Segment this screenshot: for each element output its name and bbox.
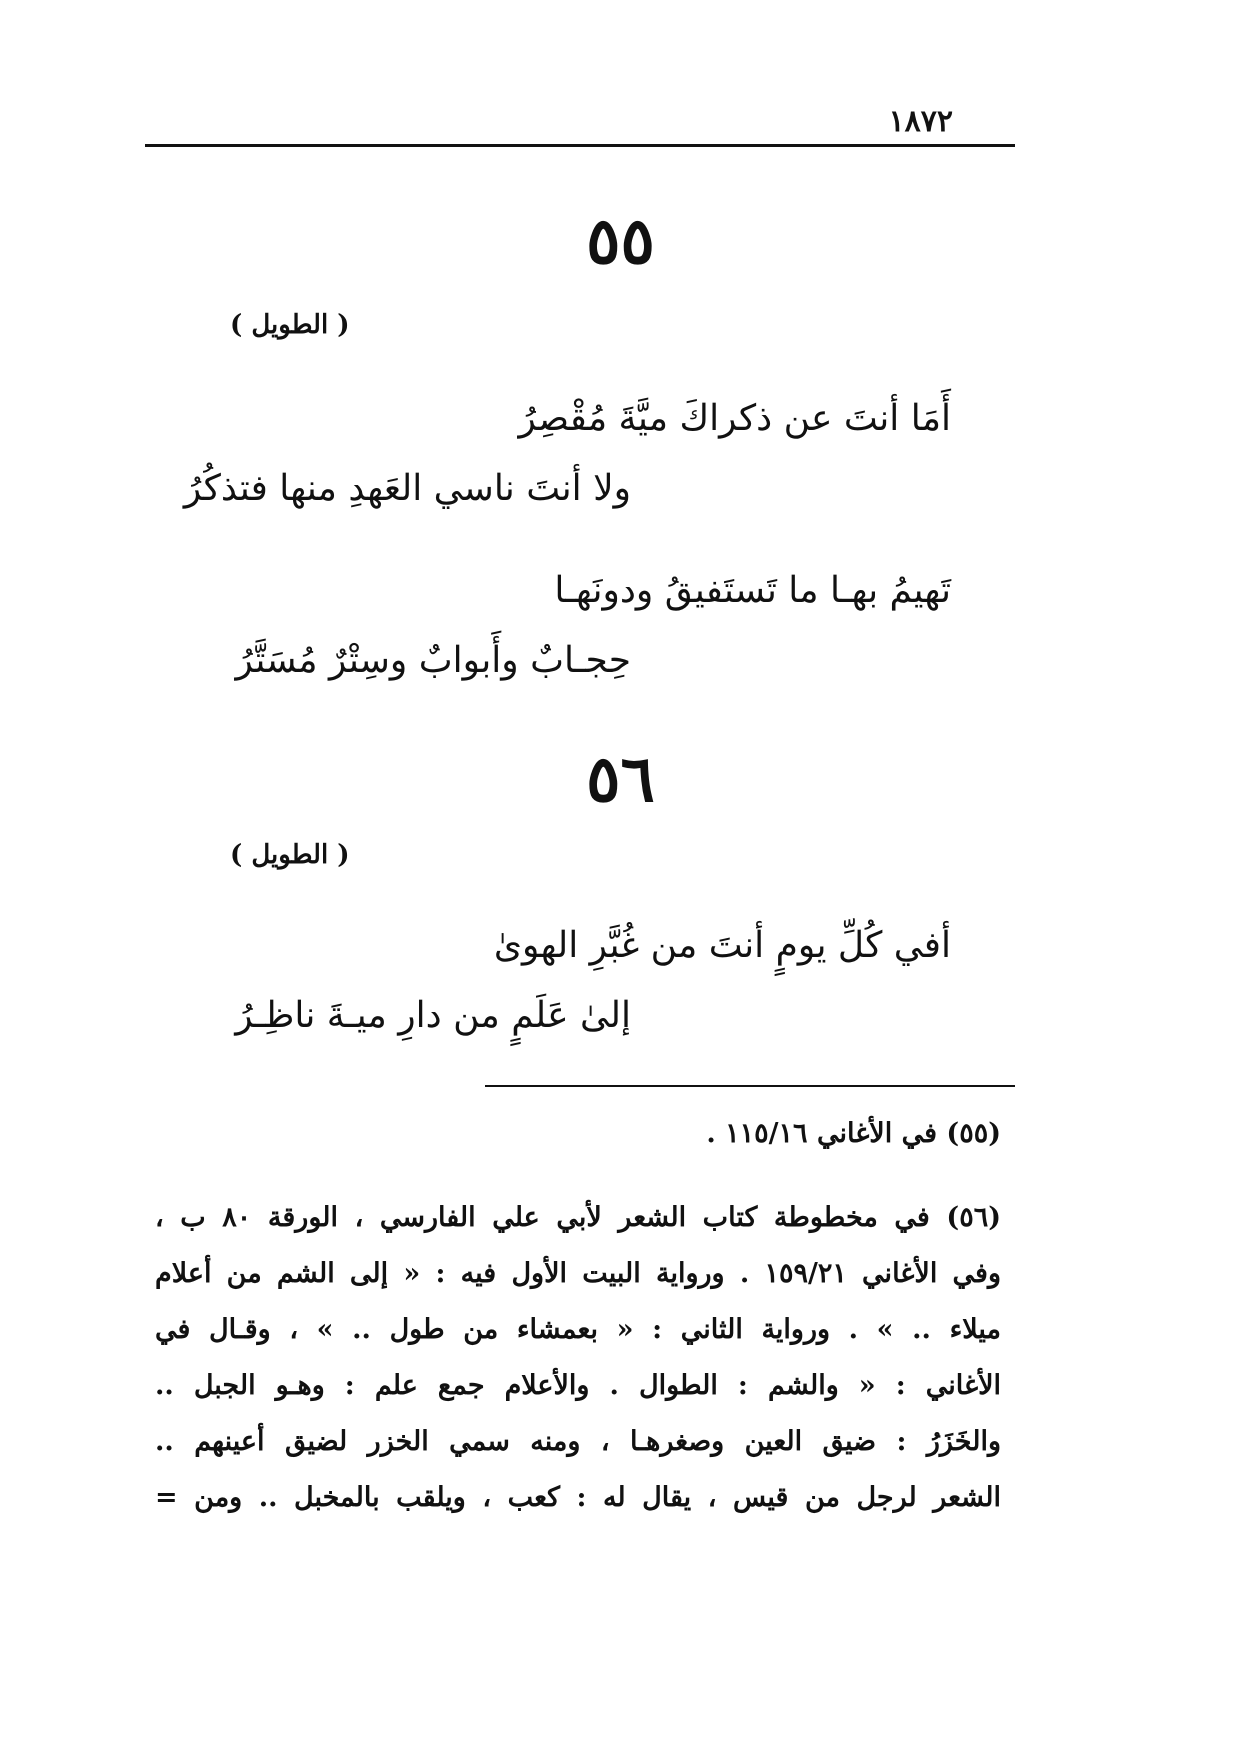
page-number: ١٨٧٢ [888, 104, 953, 139]
poem-55-verse-1: أَمَا أنتَ عن ذكراكَ ميَّةَ مُقْصِرُ [518, 398, 951, 439]
poem-55-verse-3: تَهيمُ بهـا ما تَستَفيقُ ودونَهـا [554, 570, 951, 611]
footnote-56-line-4: الأغاني : « والشم : الطوال . والأعلام جمع علم : وهـو الجبل .. [155, 1370, 1001, 1401]
poem-number-56: ٥٦ [586, 742, 655, 817]
poem-meter-55: ( الطويل ) [230, 310, 350, 340]
footnote-56-line-3: ميلاء .. » . ورواية الثاني : « بعمشاء من طول .. » ، وقـال في [155, 1314, 1001, 1345]
footnote-56 [155, 1190, 1001, 1526]
poem-56-verse-2: إلىٰ عَلَمٍ من دارِ ميـةَ ناظِـرُ [235, 995, 631, 1036]
footnote-55: (٥٥) في الأغاني ١١٥/١٦ . [706, 1118, 1001, 1149]
poem-number-55: ٥٥ [586, 204, 655, 279]
footnote-rule [485, 1085, 1015, 1087]
poem-55-verse-4: حِجـابٌ وأَبوابٌ وسِتْرٌ مُسَتَّرُ [235, 640, 631, 681]
poem-meter-56: ( الطويل ) [230, 840, 350, 870]
header-rule [145, 144, 1015, 147]
footnote-56-line-2: وفي الأغاني ١٥٩/٢١ . ورواية البيت الأول فيه : « إلى الشم من أعلام [155, 1258, 1001, 1289]
footnote-56-line-6: الشعر لرجل من قيس ، يقال له : كعب ، ويلقب بالمخبل .. ومن = [155, 1482, 1001, 1513]
footnote-56-line-1: (٥٦) في مخطوطة كتاب الشعر لأبي علي الفارسي ، الورقة ٨٠ ب ، [155, 1202, 1001, 1233]
poem-56-verse-1: أفي كُلِّ يومٍ أنتَ من غُبَّرِ الهوىٰ [493, 925, 951, 966]
poem-55-verse-2: ولا أنتَ ناسي العَهدِ منها فتذكُرُ [183, 468, 631, 509]
footnote-56-line-5: والخَزَرُ : ضيق العين وصغرهـا ، ومنه سمي الخزر لضيق أعينهم .. [155, 1426, 1001, 1457]
